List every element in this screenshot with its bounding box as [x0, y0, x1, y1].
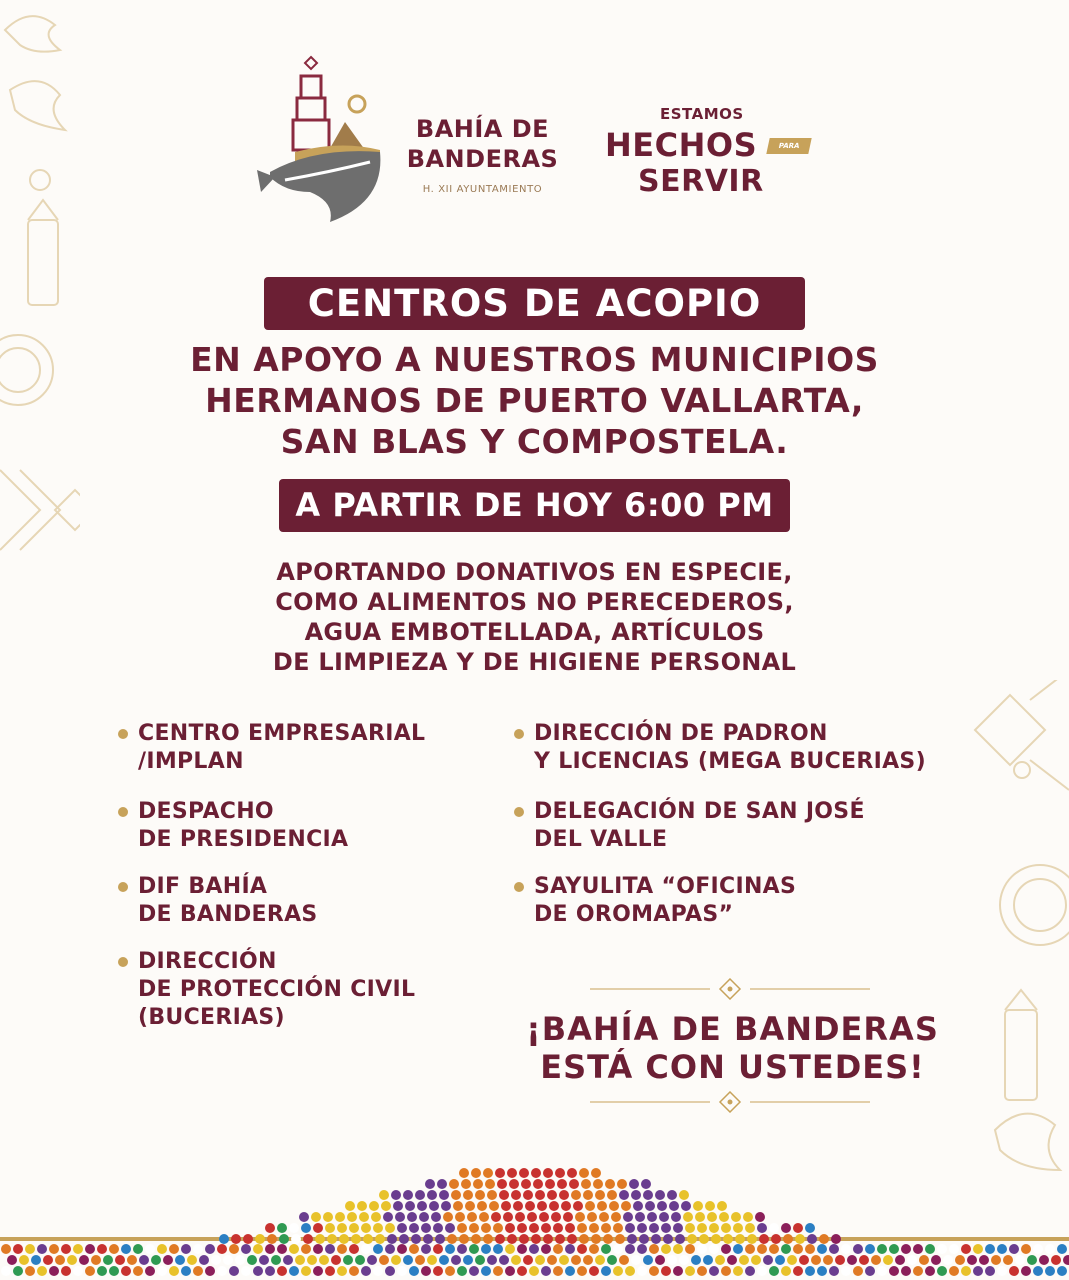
location-item — [138, 720, 425, 776]
headline-line: HERMANOS DE PUERTO VALLARTA, — [205, 381, 864, 420]
slogan-logo — [600, 100, 820, 210]
municipal-logo — [255, 52, 390, 230]
bottom-divider — [590, 1091, 870, 1113]
location-label: DIRECCIÓN DE PROTECCIÓN CIVIL (BUCERIAS) — [138, 949, 416, 1030]
location-label: CENTRO EMPRESARIAL /IMPLAN — [138, 721, 426, 774]
brand-subtitle: H. XII AYUNTAMIENTO — [422, 184, 543, 195]
location-item — [534, 798, 865, 854]
slogan-line1: ESTAMOS — [660, 105, 744, 123]
location-item — [138, 948, 415, 1032]
bullet-icon — [514, 729, 524, 739]
right-ornament — [970, 680, 1069, 1200]
brand-name-line1: BAHÍA DE — [415, 115, 550, 143]
slogan-line2: HECHOS — [605, 126, 758, 164]
location-item — [534, 720, 926, 776]
headline-line: SAN BLAS Y COMPOSTELA. — [280, 422, 789, 461]
location-label: DIF BAHÍA DE BANDERAS — [138, 874, 318, 927]
location-item — [138, 873, 318, 929]
closing-line: ESTÁ CON USTEDES! — [540, 1048, 925, 1086]
top-divider — [590, 978, 870, 1000]
location-item — [534, 873, 796, 929]
schedule-banner: A PARTIR DE HOY 6:00 PM — [279, 479, 790, 532]
title-banner: CENTROS DE ACOPIO — [264, 277, 805, 330]
closing-line: ¡BAHÍA DE BANDERAS — [526, 1010, 939, 1048]
bullet-icon — [118, 957, 128, 967]
left-ornament — [0, 0, 80, 600]
location-label: DESPACHO DE PRESIDENCIA — [138, 799, 349, 852]
location-label: DELEGACIÓN DE SAN JOSÉ DEL VALLE — [534, 799, 865, 852]
donation-line: APORTANDO DONATIVOS EN ESPECIE, — [276, 558, 793, 586]
closing-message — [505, 1010, 960, 1086]
slogan-tag: PARA — [766, 138, 811, 154]
donation-text — [150, 557, 919, 677]
donation-line: DE LIMPIEZA Y DE HIGIENE PERSONAL — [272, 648, 797, 676]
bullet-icon — [514, 807, 524, 817]
brand-name-line2: BANDERAS — [406, 145, 559, 173]
location-item — [138, 798, 348, 854]
beaded-border — [0, 1165, 1069, 1280]
location-label: DIRECCIÓN DE PADRON Y LICENCIAS (MEGA BUCERIAS) — [534, 721, 926, 774]
donation-line: AGUA EMBOTELLADA, ARTÍCULOS — [304, 618, 765, 646]
headline — [100, 339, 969, 462]
headline-line: EN APOYO A NUESTROS MUNICIPIOS — [190, 340, 879, 379]
bullet-icon — [118, 807, 128, 817]
slogan-line3: SERVIR — [638, 164, 764, 199]
location-label: SAYULITA “OFICINAS DE OROMAPAS” — [534, 874, 797, 927]
brand-name — [400, 114, 565, 174]
bullet-icon — [514, 882, 524, 892]
donation-line: COMO ALIMENTOS NO PERECEDEROS, — [275, 588, 794, 616]
bullet-icon — [118, 729, 128, 739]
bullet-icon — [118, 882, 128, 892]
